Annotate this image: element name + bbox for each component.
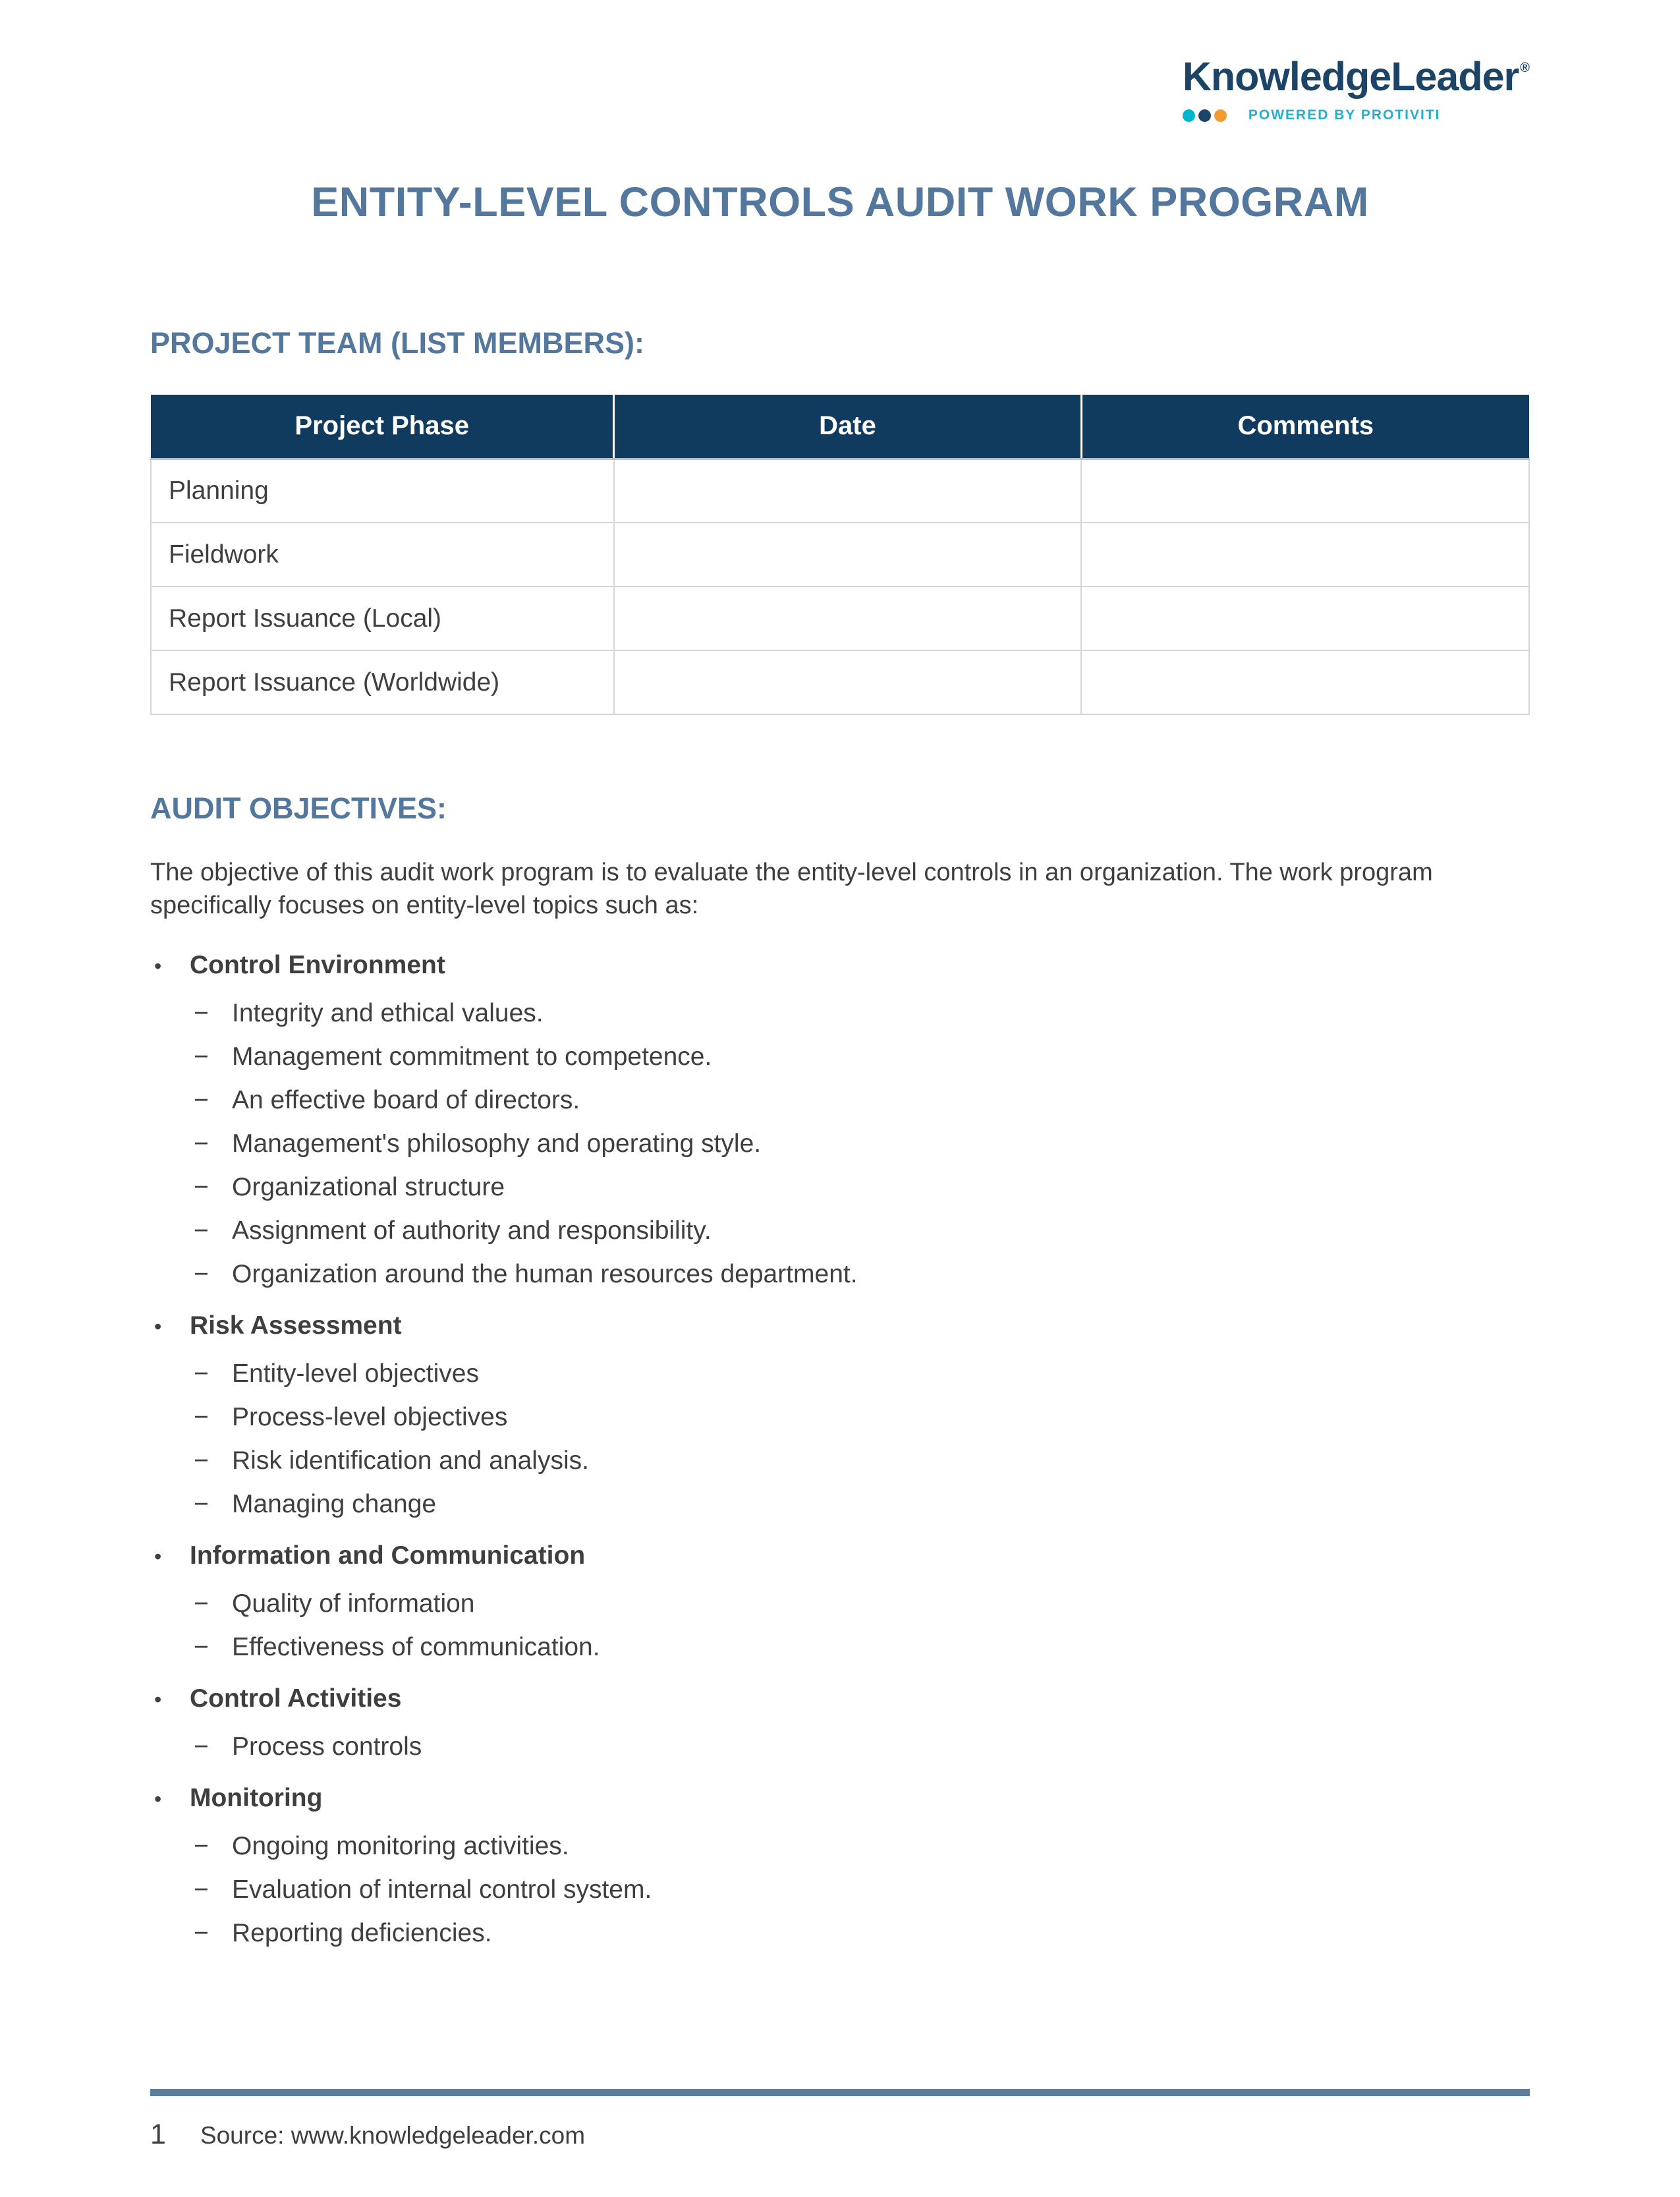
list-item-text: Entity-level objectives [232, 1359, 479, 1388]
date-cell [614, 650, 1081, 714]
comments-cell [1081, 523, 1529, 586]
audit-objectives-heading: AUDIT OBJECTIVES: [150, 791, 447, 825]
table-row [151, 650, 1529, 714]
list-item [150, 1085, 1530, 1116]
dash-icon: − [194, 1832, 209, 1861]
list-item-text: Assignment of authority and responsibility. [232, 1216, 712, 1245]
dash-icon: − [194, 1086, 209, 1115]
list-item-text: Quality of information [232, 1589, 475, 1618]
list-item [150, 1489, 1530, 1520]
dash-icon: − [194, 1875, 209, 1904]
comments-cell [1081, 459, 1529, 523]
table-row [151, 459, 1529, 523]
logo-dot-orange-icon [1214, 109, 1227, 122]
registered-trademark-icon: ® [1520, 61, 1530, 75]
list-item-text: Management's philosophy and operating style. [232, 1129, 762, 1158]
column-header-date: Date [614, 395, 1081, 459]
dash-icon: − [194, 1919, 209, 1948]
page-footer [150, 2089, 1530, 2151]
list-item-text: Risk identification and analysis. [232, 1446, 589, 1475]
dash-icon: − [194, 1490, 209, 1519]
logo-wordmark: KnowledgeLeader [1182, 54, 1519, 99]
list-item [150, 998, 1530, 1029]
dash-icon: − [194, 1446, 209, 1475]
list-item-text: An effective board of directors. [232, 1086, 580, 1115]
comments-cell [1081, 586, 1529, 650]
date-cell [614, 523, 1081, 586]
page-number: 1 [150, 2119, 166, 2150]
list-item-text: Organization around the human resources department. [232, 1260, 858, 1289]
dash-icon: − [194, 999, 209, 1028]
bullet-icon: • [154, 1688, 162, 1712]
phase-cell: Report Issuance (Worldwide) [151, 650, 614, 714]
topic-label: Risk Assessment [190, 1311, 402, 1340]
list-item [150, 1874, 1530, 1906]
page-title: ENTITY-LEVEL CONTROLS AUDIT WORK PROGRAM [311, 179, 1369, 225]
list-item [150, 1588, 1530, 1620]
logo-tagline: POWERED BY PROTIVITI [1248, 107, 1441, 123]
topic-label: Control Activities [190, 1684, 402, 1713]
bullet-icon: • [154, 1787, 162, 1812]
dash-icon: − [194, 1589, 209, 1618]
table-row [151, 586, 1529, 650]
date-cell [614, 459, 1081, 523]
dash-icon: − [194, 1042, 209, 1071]
list-item [150, 1632, 1530, 1663]
topic-label: Monitoring [190, 1784, 323, 1813]
list-item [150, 1128, 1530, 1160]
topic-risk-assessment [150, 1310, 1530, 1342]
topic-information-and-communication [150, 1540, 1530, 1572]
phase-cell: Report Issuance (Local) [151, 586, 614, 650]
list-item [150, 1172, 1530, 1203]
list-item [150, 1831, 1530, 1862]
list-item [150, 1918, 1530, 1949]
topic-label: Control Environment [190, 951, 445, 980]
list-item-text: Managing change [232, 1490, 437, 1519]
project-team-heading: PROJECT TEAM (LIST MEMBERS): [150, 326, 644, 360]
list-item [150, 1731, 1530, 1763]
topic-label: Information and Communication [190, 1541, 586, 1570]
list-item [150, 1402, 1530, 1433]
table-row [151, 523, 1529, 586]
list-item-text: Ongoing monitoring activities. [232, 1832, 569, 1861]
phase-cell: Planning [151, 459, 614, 523]
logo-dot-teal-icon [1183, 109, 1195, 122]
list-item-text: Integrity and ethical values. [232, 999, 544, 1028]
dash-icon: − [194, 1359, 209, 1388]
phase-cell: Fieldwork [151, 523, 614, 586]
knowledgeleader-logo [1182, 54, 1530, 123]
dash-icon: − [194, 1173, 209, 1202]
dash-icon: − [194, 1633, 209, 1662]
list-item-text: Effectiveness of communication. [232, 1633, 600, 1662]
list-item-text: Reporting deficiencies. [232, 1919, 492, 1948]
column-header-comments: Comments [1081, 395, 1529, 459]
logo-dot-navy-icon [1198, 109, 1211, 122]
list-item-text: Process-level objectives [232, 1403, 508, 1432]
table-header-row [151, 395, 1529, 459]
bullet-icon: • [154, 954, 162, 979]
bullet-icon: • [154, 1545, 162, 1569]
dash-icon: − [194, 1732, 209, 1761]
list-item-text: Organizational structure [232, 1173, 505, 1202]
source-text: Source: www.knowledgeleader.com [200, 2122, 586, 2149]
dash-icon: − [194, 1216, 209, 1245]
dash-icon: − [194, 1129, 209, 1158]
project-team-table [150, 395, 1530, 715]
list-item [150, 1259, 1530, 1290]
column-header-project-phase: Project Phase [151, 395, 614, 459]
footer-rule [150, 2089, 1530, 2096]
objectives-list [150, 950, 1530, 1949]
audit-objectives-intro: The objective of this audit work program is to evaluate the entity-level controls in an organization. The work program specifically focuses on entity-level topics such as: [150, 859, 1433, 920]
topic-control-environment [150, 950, 1530, 982]
list-item [150, 1215, 1530, 1247]
comments-cell [1081, 650, 1529, 714]
dash-icon: − [194, 1260, 209, 1289]
list-item-text: Evaluation of internal control system. [232, 1875, 652, 1904]
list-item [150, 1041, 1530, 1073]
date-cell [614, 586, 1081, 650]
list-item [150, 1358, 1530, 1390]
dash-icon: − [194, 1403, 209, 1432]
topic-control-activities [150, 1683, 1530, 1715]
topic-monitoring [150, 1783, 1530, 1815]
bullet-icon: • [154, 1315, 162, 1339]
list-item-text: Management commitment to competence. [232, 1042, 712, 1071]
list-item-text: Process controls [232, 1732, 422, 1761]
list-item [150, 1445, 1530, 1477]
